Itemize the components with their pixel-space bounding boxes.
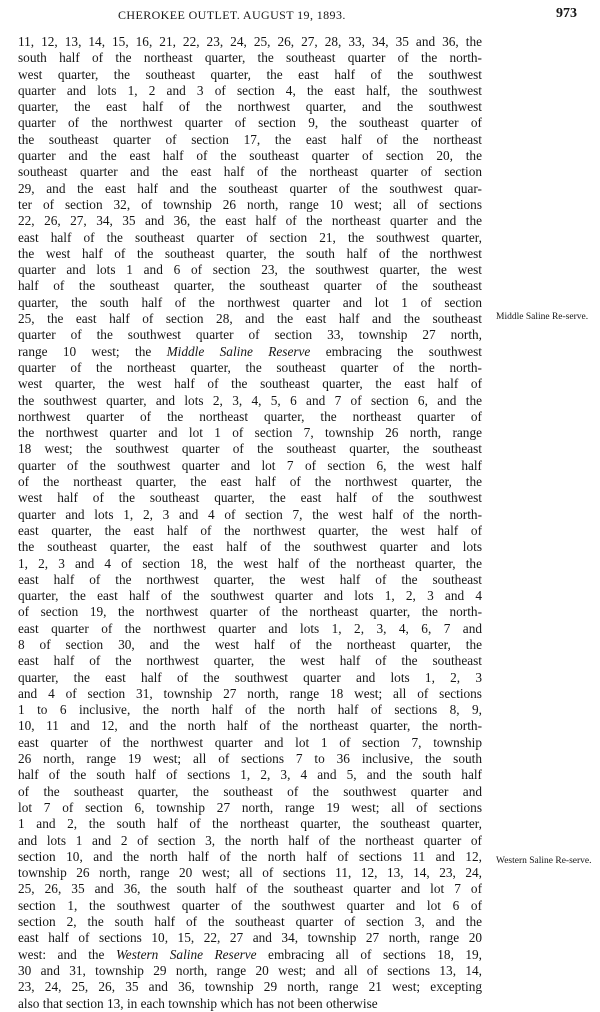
text-line: east quarter, the east half of the northwest quarter, the west half of	[18, 522, 482, 538]
text-line: section 2, the south half of the southeast quarter of section 3, and the	[18, 914, 482, 930]
text-line: east half of the northwest quarter, the west half of the southeast	[18, 653, 482, 669]
text-line: quarter, the east half of the northwest quarter, and the southwest	[18, 99, 482, 115]
text-line: quarter and the east half of the southeast quarter of section 20, the	[18, 148, 482, 164]
text-line: half of the south half of sections 1, 2, 3, 4 and 5, and the south half	[18, 767, 482, 783]
running-title: CHEROKEE OUTLET. AUGUST 19, 1893.	[118, 8, 346, 22]
text-line: 1 to 6 inclusive, the north half of the north half of sections 8, 9,	[18, 702, 482, 718]
text-line: quarter, the south half of the northwest quarter and lot 1 of section	[18, 294, 482, 310]
text-line: the southeast quarter of section 17, the east half of the northeast	[18, 131, 482, 147]
text-line: quarter of the northwest quarter of section 9, the southeast quarter of	[18, 115, 482, 131]
text-line: west half of the southeast quarter, the east half of the southwest	[18, 490, 482, 506]
text-line: west: and the Western Saline Reserve embracing all of sections 18, 19,	[18, 946, 482, 962]
page-number: 973	[556, 6, 577, 21]
text-line: and lots 1 and 2 of section 3, the north half of the northeast quarter of	[18, 832, 482, 848]
text-line: quarter and lots 1, 2, 3 and 4 of section 7, the west half of the north-	[18, 506, 482, 522]
text-line: 1, 2, 3 and 4 of section 18, the west half of the northeast quarter, the	[18, 555, 482, 571]
text-line: and 4 of section 31, township 27 north, range 18 west; all of sections	[18, 685, 482, 701]
text-line: range 10 west; the Middle Saline Reserve embracing the southwest	[18, 343, 482, 359]
text-line: east quarter of the northwest quarter and lots 1, 2, 3, 4, 6, 7 and	[18, 620, 482, 636]
text-line: of the southeast quarter, the southeast of the southwest quarter and	[18, 783, 482, 799]
running-header	[0, 6, 600, 28]
text-line: the west half of the southeast quarter, the south half of the northwest	[18, 245, 482, 261]
text-line: 1 and 2, the south half of the northeast quarter, the southeast quarter,	[18, 816, 482, 832]
text-line: the southwest quarter, and lots 2, 3, 4, 5, 6 and 7 of section 6, and the	[18, 392, 482, 408]
text-line: east quarter of the northwest quarter and lot 1 of section 7, township	[18, 734, 482, 750]
margin-note-middle-saline-reserve: Middle Saline Re-serve.	[496, 312, 589, 322]
text-line: 29, and the east half and the southeast quarter of the southwest quar-	[18, 180, 482, 196]
text-line: 26 north, range 19 west; all of sections 7 to 36 inclusive, the south	[18, 751, 482, 767]
text-line: east half of the southeast quarter of section 21, the southwest quarter,	[18, 229, 482, 245]
text-line: section 1, the southwest quarter of the southwest quarter and lot 6 of	[18, 897, 482, 913]
text-line: of section 19, the northwest quarter of the northeast quarter, the north-	[18, 604, 482, 620]
text-line: west quarter, the southeast quarter, the east half of the southwest	[18, 66, 482, 82]
text-line: township 26 north, range 20 west; all of sections 11, 12, 13, 14, 23, 24,	[18, 865, 482, 881]
italic-reserve-name: Middle Saline Reserve	[166, 343, 311, 359]
text-line: southeast quarter and the east half of the northeast quarter of section	[18, 164, 482, 180]
text-line: ter of section 32, of township 26 north, range 10 west; all of sections	[18, 196, 482, 212]
text-line: quarter, the east half of the southwest quarter and lots 1, 2, 3 and 4	[18, 588, 482, 604]
text-line: 25, 26, 35 and 36, the south half of the southeast quarter and lot 7 of	[18, 881, 482, 897]
text-line: 8 of section 30, and the west half of the northeast quarter, the	[18, 636, 482, 652]
text-line: 25, the east half of section 28, and the east half and the southeast	[18, 311, 482, 327]
text-line: the northwest quarter and lot 1 of section 7, township 26 north, range	[18, 425, 482, 441]
text-line: quarter and lots 1 and 6 of section 23, the southwest quarter, the west	[18, 262, 482, 278]
text-line: 18 west; the southwest quarter of the southeast quarter, the southeast	[18, 441, 482, 457]
text-line: 10, 11 and 12, and the north half of the northeast quarter, the north-	[18, 718, 482, 734]
text-line: east half of the northwest quarter, the west half of the southeast	[18, 571, 482, 587]
body-paragraph	[18, 34, 482, 1012]
text-line: half of the southeast quarter, the southeast quarter of the southeast	[18, 278, 482, 294]
text-line: quarter of the southwest quarter and lot 7 of section 6, the west half	[18, 457, 482, 473]
text-line: 11, 12, 13, 14, 15, 16, 21, 22, 23, 24, 25, 26, 27, 28, 33, 34, 35 and 36, the	[18, 34, 482, 49]
text-line: west quarter, the west half of the southeast quarter, the east half of	[18, 376, 482, 392]
text-line: of the northeast quarter, the east half of the northwest quarter, the	[18, 474, 482, 490]
text-line: also that section 13, in each township which has not been otherwise	[18, 995, 378, 1011]
text-line: quarter and lots 1, 2 and 3 of section 4, the east half, the southwest	[18, 82, 482, 98]
text-line: 22, 26, 27, 34, 35 and 36, the east half of the northeast quarter and the	[18, 213, 482, 229]
text-line: east half of sections 10, 15, 22, 27 and 34, township 27 north, range 20	[18, 930, 482, 946]
text-line: the southeast quarter, the east half of the southwest quarter and lots	[18, 539, 482, 555]
margin-note-western-saline-reserve: Western Saline Re-serve.	[496, 856, 592, 866]
text-line: 23, 24, 25, 26, 35 and 36, township 29 north, range 21 west; excepting	[18, 979, 482, 995]
text-line: quarter of the northeast quarter, the southeast quarter of the north-	[18, 359, 482, 375]
text-line: lot 7 of section 6, township 27 north, range 19 west; all of sections	[18, 799, 482, 815]
text-line: south half of the northeast quarter, the southeast quarter of the north-	[18, 50, 482, 66]
text-line: quarter, the east half of the southwest quarter and lots 1, 2, 3	[18, 669, 482, 685]
text-line: quarter of the southwest quarter of section 33, township 27 north,	[18, 327, 482, 343]
text-line: section 10, and the north half of the north half of sections 11 and 12,	[18, 848, 482, 864]
text-line: northwest quarter of the northeast quarter, the northeast quarter of	[18, 408, 482, 424]
text-line: 30 and 31, township 29 north, range 20 west; and all of sections 13, 14,	[18, 962, 482, 978]
italic-reserve-name: Western Saline Reserve	[115, 946, 257, 962]
